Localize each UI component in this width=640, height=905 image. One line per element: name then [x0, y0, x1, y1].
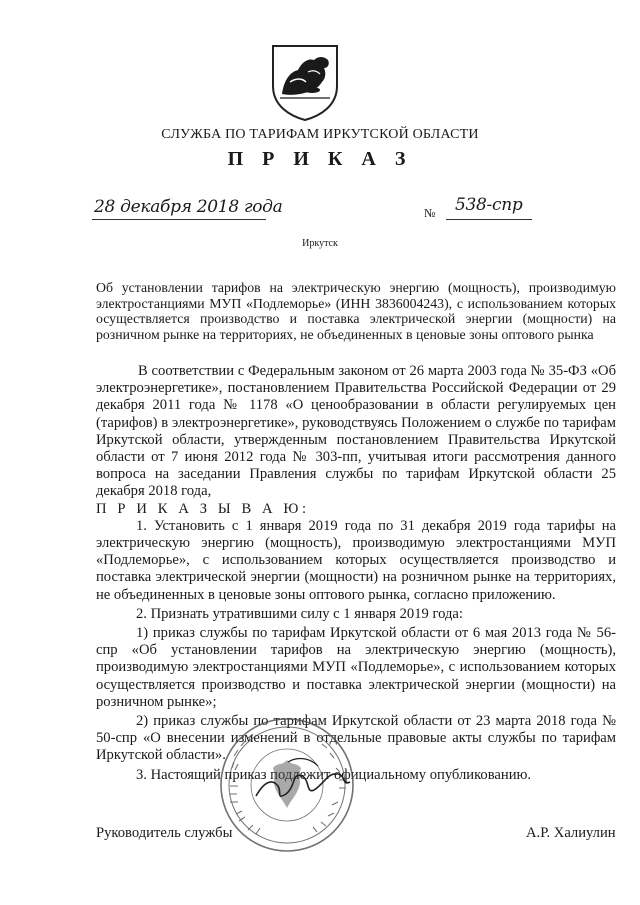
order-word: П Р И К А З Ы В А Ю: — [96, 500, 310, 517]
date-underline — [92, 219, 266, 220]
number-underline — [446, 219, 532, 220]
item-1: 1. Установить с 1 января 2019 года по 31 декабря 2019 года тарифы на электрическую энергию (мощность), производимую электростанциями МУП «Подлеморье», с использованием которых осуществляется производство и поставка электрической энергии (мощности) на розничном рынке на территориях, не объединенных в ценовые зоны оптового рынка, согласно приложению. — [96, 517, 616, 603]
item-2: 2. Признать утратившими силу с 1 января 2019 года: — [136, 605, 463, 622]
item-2-2: 2) приказ службы по тарифам Иркутской области от 23 марта 2018 года № 50-спр «О внесении изменений в отдельные правовые акты службы по тарифам Иркутской области». — [96, 713, 616, 764]
document-title: П Р И К А З — [227, 148, 413, 170]
order-body — [96, 363, 616, 784]
order-subject: Об установлении тарифов на электрическую энергию (мощность), производимую электростанциями МУП «Подлеморье» (ИНН 3836004243), с использованием которых осуществляется производство и поставка электрической энергии (мощности) на розничном рынке на территориях, не объединенных в ценовые зоны оптового рынка — [96, 280, 616, 342]
preamble-paragraph: В соответствии с Федеральным законом от 26 марта 2003 года № 35-ФЗ «Об электроэнергетике», постановлением Правительства Российской Федерации от 29 декабря 2011 года № 1178 «О ценообразовании в области регулируемых цен (тарифов) в электроэнергетике», руководствуясь Положением о службе по тарифам Иркутской области, утвержденным постановлением Правительства Иркутской области от 7 июня 2012 года № 303-пп, учитывая итоги рассмотрения данного вопроса на заседании Правления службы по тарифам Иркутской области 25 декабря 2018 года, — [96, 363, 616, 500]
city-name: Иркутск — [302, 238, 338, 249]
item-3: 3. Настоящий приказ подлежит официальному опубликованию. — [136, 766, 532, 783]
irkutsk-coat-of-arms-icon — [268, 42, 342, 122]
handwritten-date: 28 декабря 2018 года — [94, 197, 283, 217]
signatory-name: А.Р. Халиулин — [526, 825, 616, 841]
number-label: № — [424, 206, 436, 220]
organization-name: СЛУЖБА ПО ТАРИФАМ ИРКУТСКОЙ ОБЛАСТИ — [161, 127, 479, 142]
item-2-1: 1) приказ службы по тарифам Иркутской области от 6 мая 2013 года № 56-спр «Об установлении тарифов на электрическую энергию (мощность), производимую электростанциями МУП «Подлеморье», с использованием которых осуществляется производство и поставка электрической энергии (мощности) на розничном рынке»; — [96, 625, 616, 710]
handwritten-signature-icon — [248, 742, 358, 812]
handwritten-number: 538-спр — [455, 195, 523, 215]
signatory-position: Руководитель службы — [96, 825, 233, 841]
